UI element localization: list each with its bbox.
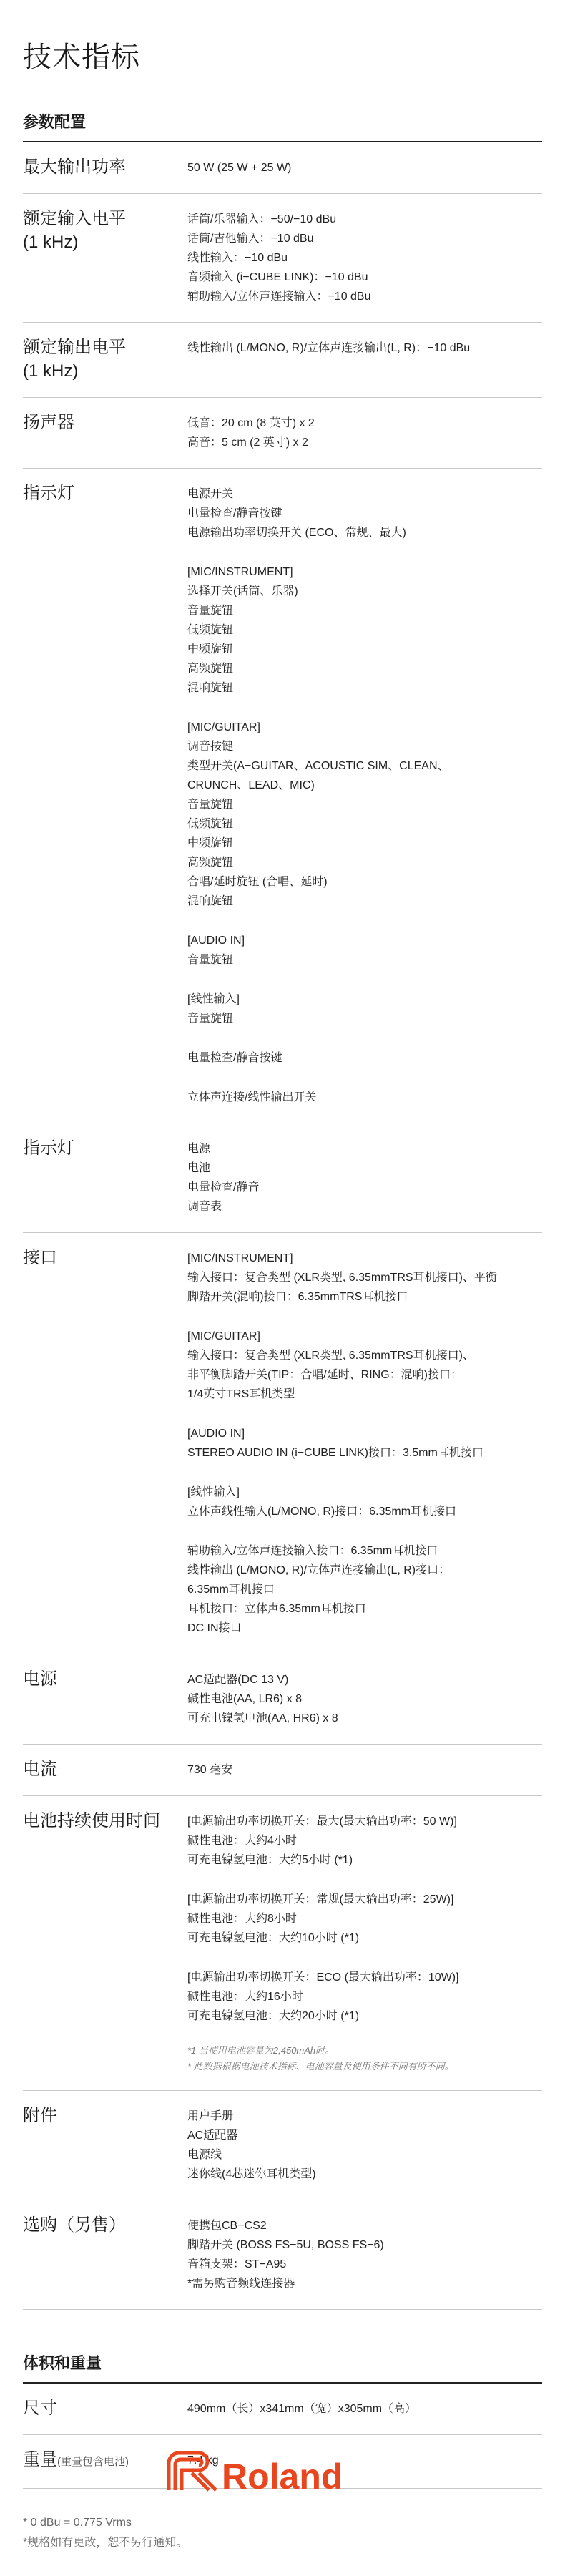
spec-value-line: AC适配器 xyxy=(187,2129,238,2142)
section-heading-dimensions: 体积和重量 xyxy=(23,2351,542,2384)
spec-value-line: 碱性电池：大约16小时 xyxy=(187,1991,303,2003)
spec-value xyxy=(187,1233,542,1654)
spec-value-line: 电源 xyxy=(187,1143,211,1155)
spec-value-line: 耳机接口：立体声6.35mm耳机接口 xyxy=(187,1603,366,1615)
spec-row xyxy=(23,2200,542,2310)
spacer xyxy=(187,1463,542,1483)
spec-value xyxy=(187,1654,542,1744)
spec-value xyxy=(187,1123,542,1232)
dimension-label-note: (重量包含电池) xyxy=(57,2456,129,2468)
spec-value-line: 迷你线(4芯迷你耳机类型) xyxy=(187,2168,316,2180)
dimension-label xyxy=(23,2384,187,2434)
spec-value xyxy=(187,1796,542,2090)
spec-value-line: 线性输出 (L/MONO, R)/立体声连接输出(L, R)接口： xyxy=(187,1564,451,1576)
spec-value-line: 音量旋钮 xyxy=(187,954,234,966)
spec-value xyxy=(187,323,542,397)
spec-value-line: 调音表 xyxy=(187,1201,222,1213)
spec-value-line: 可充电镍氢电池：大约5小时 (*1) xyxy=(187,1854,353,1866)
spec-value-line: [AUDIO IN] xyxy=(187,935,245,947)
spec-value-line: 可充电镍氢电池(AA, HR6) x 8 xyxy=(187,1712,338,1724)
dimension-value: 7.4 kg xyxy=(187,2454,219,2467)
spec-row xyxy=(23,1233,542,1654)
spec-value-line: 低音：20 cm (8 英寸) x 2 xyxy=(187,417,315,429)
spec-row xyxy=(23,2091,542,2200)
spec-value-line: 立体声线性输入(L/MONO, R)接口：6.35mm耳机接口 xyxy=(187,1506,457,1518)
spec-value-line: 50 W (25 W + 25 W) xyxy=(187,162,292,174)
spec-value-line: [电源输出功率切换开关：ECO (最大输出功率：10W)] xyxy=(187,1971,459,1984)
spec-value xyxy=(187,194,542,322)
dimension-row xyxy=(23,2384,542,2435)
spec-value-line: 辅助输入/立体声连接输入：−10 dBu xyxy=(187,291,371,303)
spacer xyxy=(187,1404,542,1424)
spec-value-line: 音频输入 (i−CUBE LINK)：−10 dBu xyxy=(187,271,368,283)
spacer xyxy=(187,1948,542,1968)
spec-value-line: 电量检查/静音按键 xyxy=(187,1052,282,1064)
spec-row xyxy=(23,1745,542,1796)
spec-value-line: 低频旋钮 xyxy=(187,624,234,636)
spec-value-line: 话筒/吉他输入：−10 dBu xyxy=(187,233,314,245)
spec-value-line: 电源线 xyxy=(187,2149,222,2161)
spec-value-line: [MIC/GUITAR] xyxy=(187,1330,260,1342)
spec-value xyxy=(187,2091,542,2200)
spec-label: 额定输出电平 (1 kHz) xyxy=(23,338,126,381)
spec-value-line: 选择开关(话筒、乐器) xyxy=(187,585,298,597)
spec-row xyxy=(23,1123,542,1233)
spec-value xyxy=(187,142,542,193)
spec-label: 电流 xyxy=(23,1760,57,1779)
spec-row xyxy=(23,323,542,398)
spec-value-line: 电量检查/静音 xyxy=(187,1181,260,1194)
spec-value-line: 非平衡脚踏开关(TIP：合唱/延时、RING：混响)接口： xyxy=(187,1369,462,1381)
spec-row xyxy=(23,142,542,194)
spacer xyxy=(187,970,542,990)
page-title: 技术指标 xyxy=(23,42,140,73)
spec-note: *1 当使用电池容量为2,450mAh时。 xyxy=(187,2045,335,2056)
dimension-value: 490mm（长）x341mm（宽）x305mm（高） xyxy=(187,2403,417,2415)
spec-value-line: 便携包CB−CS2 xyxy=(187,2220,267,2232)
roland-logo-text: Roland xyxy=(222,2457,343,2497)
spec-value-line: [AUDIO IN] xyxy=(187,1428,245,1440)
spec-value-line: 脚踏开关 (BOSS FS−5U, BOSS FS−6) xyxy=(187,2239,384,2251)
spec-value-line: 合唱/延时旋钮 (合唱、延时) xyxy=(187,876,328,888)
spec-table xyxy=(23,142,542,2310)
footnotes xyxy=(23,2513,542,2553)
spec-label: 附件 xyxy=(23,2106,57,2125)
spec-label: 扬声器 xyxy=(23,413,74,432)
spec-value-line: STEREO AUDIO IN (i−CUBE LINK)接口：3.5mm耳机接口 xyxy=(187,1447,483,1459)
spec-value-line: [线性输入] xyxy=(187,993,240,1005)
spec-row xyxy=(23,398,542,469)
spec-value-line: [电源输出功率切换开关：最大(最大输出功率：50 W)] xyxy=(187,1815,457,1828)
spec-value xyxy=(187,469,542,1123)
spec-value-line: 辅助输入/立体声连接输入接口：6.35mm耳机接口 xyxy=(187,1545,438,1557)
spacer xyxy=(187,1068,542,1088)
spec-value-line: 电源开关 xyxy=(187,488,234,500)
spec-value-line: 调音按键 xyxy=(187,741,234,753)
spec-value-line: 音量旋钮 xyxy=(187,1013,234,1025)
spec-value-line: 音量旋钮 xyxy=(187,799,234,811)
spec-value-line: 730 毫安 xyxy=(187,1764,233,1776)
spacer xyxy=(187,1870,542,1890)
spec-value-line: 高频旋钮 xyxy=(187,857,234,869)
spec-value-line: CRUNCH、LEAD、MIC) xyxy=(187,779,315,791)
spec-value-line: 高音：5 cm (2 英寸) x 2 xyxy=(187,436,308,449)
spacer xyxy=(187,1028,542,1048)
spec-value-line: 可充电镍氢电池：大约20小时 (*1) xyxy=(187,2010,360,2022)
spec-value-line: 混响旋钮 xyxy=(187,682,234,694)
footnote: * 0 dBu = 0.775 Vrms xyxy=(23,2517,132,2529)
roland-mark-icon xyxy=(169,2453,216,2490)
spec-value-line: 电源输出功率切换开关 (ECO、常规、最大) xyxy=(187,527,406,539)
spec-value-line: 线性输出 (L/MONO, R)/立体声连接输出(L, R)：−10 dBu xyxy=(187,342,471,354)
spec-value-line: 立体声连接/线性输出开关 xyxy=(187,1091,317,1103)
spec-row xyxy=(23,1654,542,1745)
spec-value-line: 低频旋钮 xyxy=(187,818,234,830)
spec-note: * 此数据根据电池技术指标、电池容量及使用条件不同有所不同。 xyxy=(187,2061,454,2072)
spec-value-line: [线性输入] xyxy=(187,1486,240,1498)
spacer xyxy=(187,1307,542,1327)
spacer xyxy=(187,698,542,718)
spec-value-line: [MIC/INSTRUMENT] xyxy=(187,566,293,578)
spec-value-line: 碱性电池(AA, LR6) x 8 xyxy=(187,1693,303,1705)
spec-value xyxy=(187,2200,542,2309)
spec-label: 额定输入电平 (1 kHz) xyxy=(23,209,126,252)
spec-label: 最大输出功率 xyxy=(23,157,126,177)
spec-notes xyxy=(187,2043,542,2074)
spec-value-line: 6.35mm耳机接口 xyxy=(187,1584,275,1596)
dimension-label-text: 重量 xyxy=(23,2450,57,2469)
spec-label: 指示灯 xyxy=(23,484,74,503)
spec-value-line: 碱性电池：大约8小时 xyxy=(187,1913,297,1925)
spec-value-line: 输入接口：复合类型 (XLR类型, 6.35mmTRS耳机接口)、 xyxy=(187,1350,474,1362)
dimension-label xyxy=(23,2435,187,2488)
footnote: *规格如有更改，恕不另行通知。 xyxy=(23,2537,188,2549)
spec-value xyxy=(187,1745,542,1795)
spec-value-line: *需另购音频线连接器 xyxy=(187,2278,295,2290)
spec-value-line: [MIC/GUITAR] xyxy=(187,721,260,733)
spec-value-line: 中频旋钮 xyxy=(187,837,234,849)
spec-value-line: 类型开关(A−GUITAR、ACOUSTIC SIM、CLEAN、 xyxy=(187,760,449,772)
roland-logo xyxy=(166,2447,395,2497)
spec-value-line: DC IN接口 xyxy=(187,1622,242,1634)
spec-row xyxy=(23,194,542,323)
spec-value-line: AC适配器(DC 13 V) xyxy=(187,1674,289,1686)
spec-label: 接口 xyxy=(23,1248,57,1267)
spec-label: 选购（另售） xyxy=(23,2215,126,2235)
spec-value-line: 高频旋钮 xyxy=(187,663,234,675)
spec-value-line: 输入接口：复合类型 (XLR类型, 6.35mmTRS耳机接口)、平衡 xyxy=(187,1272,497,1284)
spacer xyxy=(187,911,542,931)
spec-page xyxy=(23,0,542,2553)
spec-value-line: 碱性电池：大约4小时 xyxy=(187,1835,297,1847)
spec-value-line: 1/4英寸TRS耳机类型 xyxy=(187,1388,295,1400)
spec-value-line: 可充电镍氢电池：大约10小时 (*1) xyxy=(187,1932,360,1944)
spec-value-line: [电源输出功率切换开关：常规(最大输出功率：25W)] xyxy=(187,1893,454,1906)
spec-label: 指示灯 xyxy=(23,1138,74,1158)
spec-value-line: 电量检查/静音按键 xyxy=(187,507,282,519)
spec-row xyxy=(23,469,542,1123)
spec-value-line: 中频旋钮 xyxy=(187,643,234,655)
spacer xyxy=(187,1521,542,1541)
spec-value-line: 用户手册 xyxy=(187,2110,234,2122)
spec-label: 电池持续使用时间 xyxy=(23,1811,160,1830)
spec-value-line: 电池 xyxy=(187,1162,211,1174)
section-heading-params: 参数配置 xyxy=(23,110,542,142)
spec-value-line: 音量旋钮 xyxy=(187,605,234,617)
spec-value-line: [MIC/INSTRUMENT] xyxy=(187,1252,293,1264)
spec-row xyxy=(23,1796,542,2091)
spec-value xyxy=(187,398,542,468)
spec-value-line: 线性输入：−10 dBu xyxy=(187,252,288,264)
spacer xyxy=(187,542,542,562)
dimension-label-text: 尺寸 xyxy=(23,2399,57,2418)
spec-value-line: 混响旋钮 xyxy=(187,895,234,907)
spec-value-line: 音箱支架：ST−A95 xyxy=(187,2258,287,2270)
spec-label: 电源 xyxy=(23,1669,57,1689)
spec-value-line: 脚踏开关(混响)接口：6.35mmTRS耳机接口 xyxy=(187,1291,408,1303)
spec-value-line: 话筒/乐器输入：−50/−10 dBu xyxy=(187,213,337,225)
